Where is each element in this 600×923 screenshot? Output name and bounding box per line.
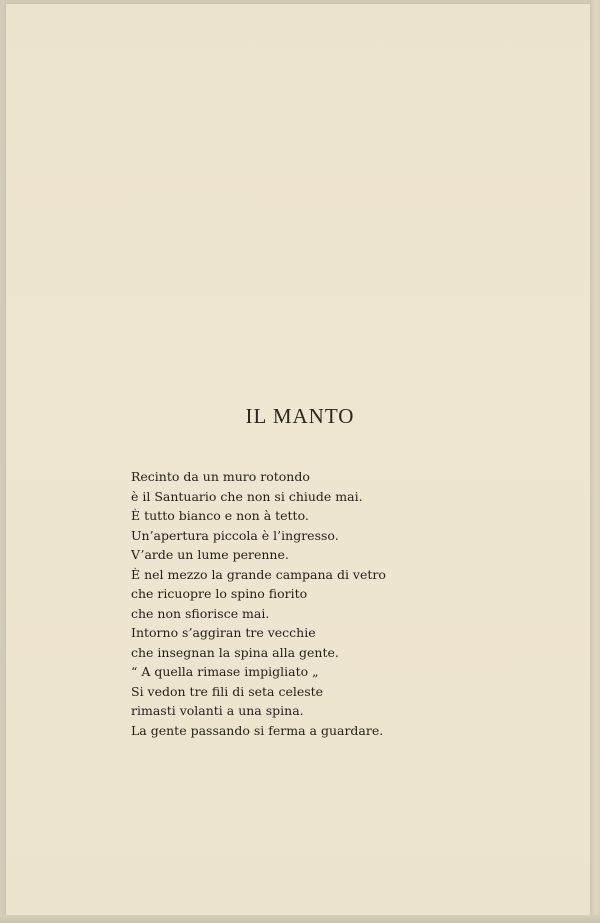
page-edge-right xyxy=(590,0,600,923)
poem-line: che non sfiorisce mai. xyxy=(131,605,270,621)
poem-line: Un’apertura piccola è l’ingresso. xyxy=(131,527,339,543)
poem-line: che ricuopre lo spino fiorito xyxy=(131,586,308,601)
poem-line: “ A quella rimase impigliato „ xyxy=(131,664,319,679)
poem-line: Recinto da un muro rotondo xyxy=(131,469,310,484)
poem-line: è il Santuario che non si chiude mai. xyxy=(131,488,363,504)
poem-title: IL MANTO xyxy=(245,404,355,428)
poem-line: V’arde un lume perenne. xyxy=(131,547,289,562)
poem-line: È nel mezzo la grande campana di vetro xyxy=(131,566,386,582)
poem-line: Si vedon tre fili di seta celeste xyxy=(131,683,324,699)
poem-line: La gente passando si ferma a guardare. xyxy=(131,722,384,738)
poem-line: È tutto bianco e non à tetto. xyxy=(131,508,309,523)
book-page xyxy=(6,4,590,916)
page-edge-bottom xyxy=(0,915,600,923)
poem-body xyxy=(131,467,386,740)
poem-line: Intorno s’aggiran tre vecchie xyxy=(131,625,316,640)
poem-line: rimasti volanti a una spina. xyxy=(131,703,304,718)
poem-line: che insegnan la spina alla gente. xyxy=(131,644,339,660)
